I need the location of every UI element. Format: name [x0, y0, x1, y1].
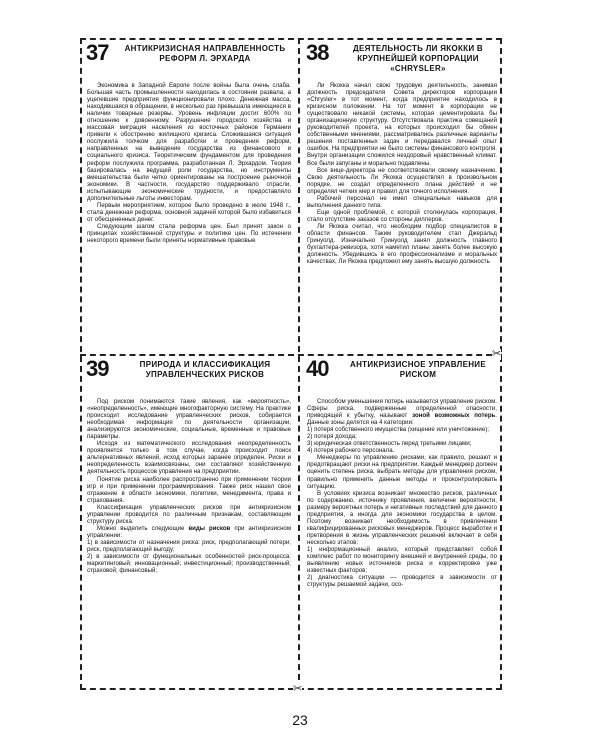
vertical-cut-line [298, 38, 300, 690]
card-number: 39 [86, 358, 109, 381]
scissors-icon: ✂ [492, 348, 502, 360]
paragraph: Можно выделить следующие виды рисков при антикризисном управлении: [87, 524, 292, 539]
paragraph: Рабочий персонал не имел специальных навыков для выполнения данного типа. [307, 194, 497, 209]
list-item: 2) диагностика ситуации — проводится в зависимости от структуры решаемой задачи, осо- [307, 574, 497, 589]
card-body [304, 398, 500, 588]
paragraph: В условиях кризиса возникает множество рисков, различных по содержанию, источнику проявления, величине вероятности, размеру вероятных потерь и негативных последствий для данного предприятия, а иногда для экономики государства в целом. Поэтому возникает необходимость в привлечении квалифицированных рисковых менеджеров. Процесс выработки и претворения в жизнь управленческих решений включает в себя несколько этапов: [307, 489, 497, 546]
card-body [84, 398, 294, 574]
card-number: 40 [306, 358, 329, 381]
card-body [304, 82, 500, 265]
card-title: АНТИКРИЗИСНАЯ НАПРАВЛЕННОСТЬ РЕФОРМ Л. ЭРХАРДА [124, 44, 286, 63]
card-37 [84, 42, 294, 350]
card-number: 38 [306, 42, 329, 65]
paragraph: Еще одной проблемой, с которой столкнулась корпорация, стало отсутствие заказов со стороны диллеров. [307, 208, 497, 223]
card-number: 37 [86, 42, 109, 65]
list-item: 2) в зависимости от функциональных особенностей риск-процесса: маркетинговый; инновационный; инвестиционный; производственный; страховой; финансовый; [87, 553, 291, 575]
card-header [84, 42, 294, 78]
paragraph: Менеджеры по управлению рисками, как правило, решают и предотвращают риски на предприятии. Каждый менеджер должен оценить степень риска, выбрать методы для управления риском, правильно применить данные методы и проконтролировать ситуацию. [307, 454, 497, 490]
card-38 [304, 42, 500, 350]
paragraph: Классификация управленческих рисков при антикризисном управлении проводится по различным признакам, составляющим структуру риска. [87, 503, 291, 525]
scissors-icon: ✂ [293, 683, 303, 695]
list-item: 4) потеря рабочего персонала. [307, 447, 395, 455]
list-item: 1) информационный анализ, который представляет собой комплекс работ по мониторингу внешней и внутренней среды, по выявлению новых источников риска и корректировке уже известных факторов; [307, 545, 497, 575]
paragraph: Понятие риска наиболее распространено при применении теории игр и при применении программирования. Также риск нашел свое отражение в области экономики, политики, менеджмента, права и страхования. [87, 475, 291, 504]
card-header [304, 42, 500, 78]
card-title: ДЕЯТЕЛЬНОСТЬ ЛИ ЯКОККИ В КРУПНЕЙШЕЙ КОРПОРАЦИИ «CHRYSLER» [353, 44, 483, 73]
list-item: 3) юридическая ответственность перед третьими лицами; [307, 440, 472, 448]
card-title: АНТИКРИЗИСНОЕ УПРАВЛЕНИЕ РИСКОМ [350, 360, 486, 379]
card-header [84, 358, 294, 394]
paragraph: Первым мероприятием, которое было проведено в июле 1948 г., стала денежная реформа, основной задачей которой было избавиться от обесцененных денег. [87, 201, 291, 223]
list-item: 1) в зависимости от назначения риска: риск, предполагающий потери; риск, предполагающий выгоду; [87, 538, 291, 553]
card-body [84, 82, 294, 244]
paragraph: Исходя из математического исследования неопределенность проявляется только в том случае, когда происходит поиск альтернативных явлений, исход которых заранее определен. Риски и неопределенность взаимосвязаны, они составляют хозяйственную деятельность процессов управления на предприятии. [87, 440, 291, 476]
page-number: 23 [292, 712, 308, 728]
card-39 [84, 358, 294, 688]
card-title: ПРИРОДА И КЛАССИФИКАЦИЯ УПРАВЛЕНЧЕСКИХ РИСКОВ [139, 360, 271, 379]
paragraph: Все вице-директора не соответствовали своему назначению. Свою деятельность Ли Якокка осуществлял в произвольном порядке, не создал определенного плана действий и не определял четких мер и правил для точного исполнения. [307, 166, 497, 195]
card-header [304, 358, 500, 394]
bold-term: виды рисков [188, 524, 231, 532]
list-item: 1) потеря собственного имущества (хищение или уничтожение); [307, 426, 489, 434]
list-item: 2) потеря дохода; [307, 433, 357, 441]
bold-term: зоной возможных потерь [412, 412, 496, 420]
paragraph: Следующим шагом стала реформа цен. Был принят закон о принципах хозяйственной структуры и политике цен. По истечении некоторого времени были приняты нормативные правовые [87, 222, 291, 245]
paragraph: Способом уменьшения потерь называется управление риском. Сферы риска, подверженные определенной опасности, приводящей к убытку, называют зоной возможных потерь. Данные зоны делятся на 4 категории: [307, 398, 497, 427]
paragraph: Экономика в Западной Европе после войны была очень слаба. Большая часть промышленности находилась в состоянии развала, а уцелевшие предприятия функционировали плохо. Денежная масса, находившаяся в обращении, в несколько раз превышала имеющиеся в наличии товарные резервы. Уровень инфляции достиг 600% по отношению к довоенному. Разрушение городского хозяйства и массовая миграция населения из восточных районов Германии привели к обострению жилищного кризиса. Сложившаяся ситуация послужила толчком для разработки и проведения реформ, направленных на выведение государства из финансового и социального кризиса. Теоретическим фундаментом для проведения реформ послужила программа, разработанная Л. Эрхардом. Теория базировалась на ведущей роли государства, но инструменты вмешательства были четко ориентированы на построение рыночной экономики. В частности, государство поддерживало отрасли, испытывающие экономические трудности, и предоставляло дополнительные льготы инвесторам. [87, 82, 291, 202]
card-40 [304, 358, 500, 688]
horizontal-cut-line [80, 354, 502, 356]
paragraph: Ли Якокка начал свою трудовую деятельность, занимая должность председателя Совета директоров корпорации «Chrysler» в тот момент, когда предприятие находилось в кризисном положении. На тот момент в корпорации не существовало никакой системы, которая цементировала бы организационную структуру. Отсутствовала практика совещаний руководителей проекта, на которых происходил бы обмен собственными мнениями, рассматривались различные варианты решения поставленных задач и передавался личный опыт ошибок. На предприятии не было системы финансового контроля. Внутри организации сложился нездоровый нравственный климат. Все были запуганы и морально подавлены. [307, 82, 497, 167]
paragraph: Под риском понимаются такие явления, как «вероятность», «неопределенность», имеющие многофакторную систему. На практике происходит исследование управленческих рисков, собирается необходимая информация по деятельности организации, анализируются экономические, социальные, временные и правовые параметры. [87, 398, 291, 441]
paragraph: Ли Якокка считал, что необходим подбор специалистов в области финансов. Таким руководителем стал Джеральд Гринуолд. Изначально Гринуолд занял должность главного бухгалтера-ревизора, хотя наметил планы занять более высокую должность. Убедившись в его профессионализме и моральных качествах, Ли Якокка предложил ему занять высшую должность [307, 222, 497, 266]
